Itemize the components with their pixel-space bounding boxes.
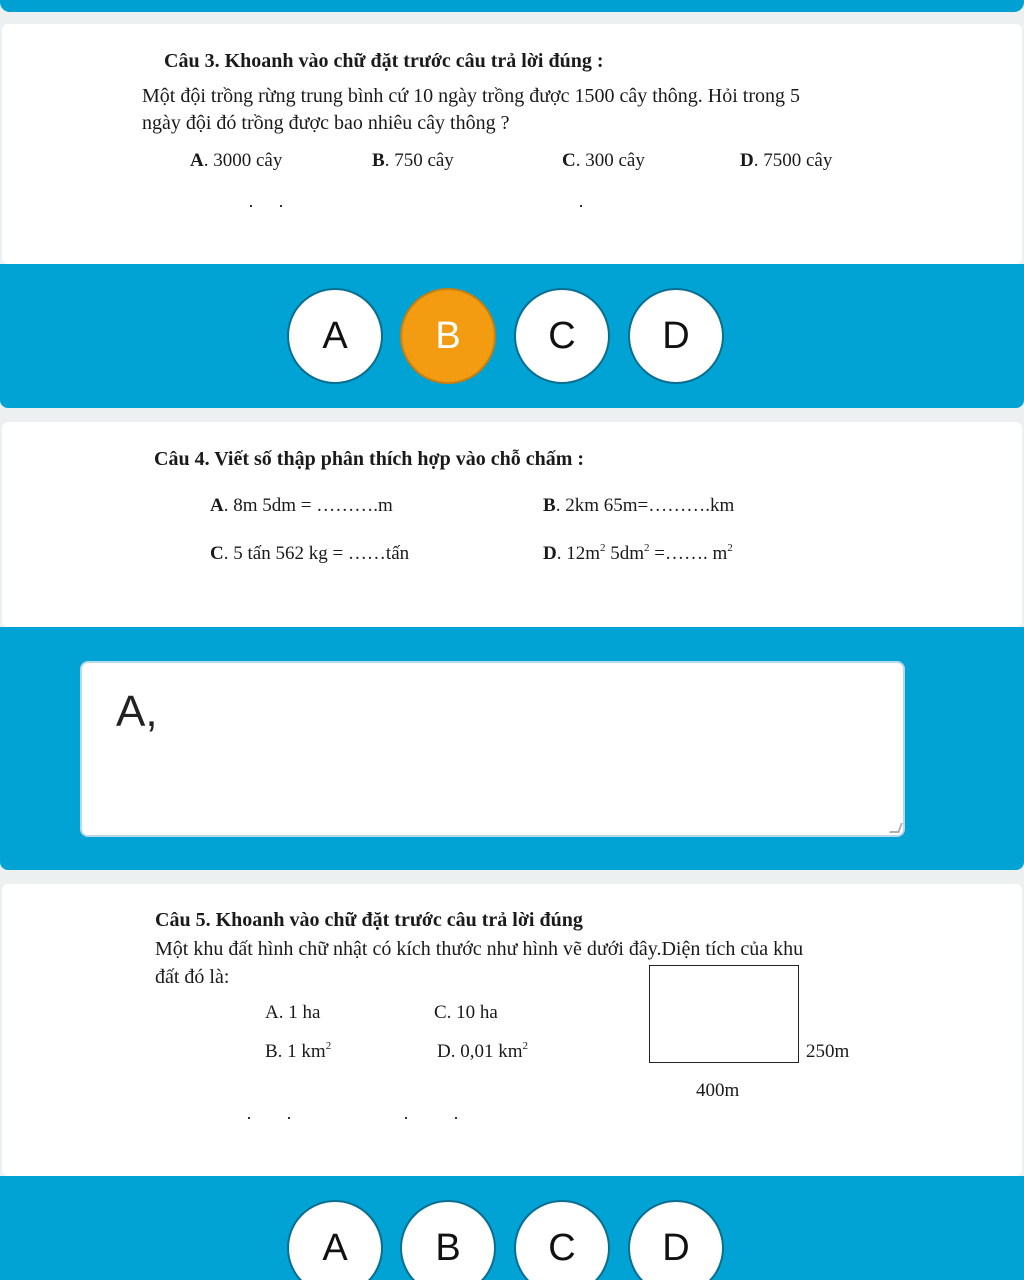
question-3-card (2, 24, 1022, 264)
question-4-item-a: A. 8m 5dm = ……….m (210, 495, 393, 516)
question-3-option-b: B. 750 cây (372, 150, 454, 171)
choice-c-button[interactable]: C (514, 288, 610, 384)
answer-textarea[interactable] (80, 661, 905, 837)
question-3-option-c: C. 300 cây (562, 150, 645, 171)
question-3-text-line1: Một đội trồng rừng trung bình cứ 10 ngày trồng được 1500 cây thông. Hỏi trong 5 (142, 85, 801, 107)
choice-d-button[interactable]: D (628, 288, 724, 384)
decorative-dot (250, 205, 252, 207)
question-3-answer-band (0, 264, 1024, 408)
question-3-text-line2: ngày đội đó trồng được bao nhiêu cây thông ? (142, 112, 510, 134)
question-5-answer-band (0, 1176, 1024, 1280)
question-5-option-d: D. 0,01 $km^2$ (437, 1040, 528, 1062)
question-5-title: Câu 5. Khoanh vào chữ đặt trước câu trả lời đúng (155, 909, 583, 931)
decorative-dot (580, 205, 582, 207)
land-rectangle-figure (649, 965, 799, 1063)
choice-b-button[interactable]: B (400, 288, 496, 384)
resize-handle-icon[interactable] (889, 823, 903, 833)
rectangle-bottom-label: 400m (696, 1080, 740, 1101)
question-5-card (2, 884, 1022, 1176)
question-4-title: Câu 4. Viết số thập phân thích hợp vào chỗ chấm : (154, 448, 585, 470)
decorative-dot (280, 205, 282, 207)
decorative-dot (455, 1117, 457, 1119)
answer-text: A, (116, 687, 158, 736)
question-4-card (2, 422, 1022, 627)
decorative-dot (248, 1117, 250, 1119)
question-5-option-a: A. 1 ha (265, 1002, 321, 1023)
choice-a-button[interactable]: A (287, 288, 383, 384)
choice-b-button[interactable]: B (400, 1200, 496, 1280)
question-3-option-d: D. 7500 cây (740, 150, 833, 171)
question-4-item-d: D. $12m^2$ $5dm^2$ =……. $m^2$ (543, 542, 733, 564)
decorative-dot (405, 1117, 407, 1119)
question-5-text-line2: đất đó là: (155, 966, 230, 988)
question-5-option-b: B. 1 $km^2$ (265, 1040, 332, 1062)
question-3-title: Câu 3. Khoanh vào chữ đặt trước câu trả lời đúng : (164, 50, 604, 72)
decorative-dot (288, 1117, 290, 1119)
question-4-item-b: B. 2km 65m=……….km (543, 495, 735, 516)
rectangle-side-label: 250m (806, 1041, 850, 1062)
choice-a-button[interactable]: A (287, 1200, 383, 1280)
question-3-option-a: A. 3000 cây (190, 150, 283, 171)
choice-c-button[interactable]: C (514, 1200, 610, 1280)
top-bar (0, 0, 1024, 12)
question-5-text-line1: Một khu đất hình chữ nhật có kích thước như hình vẽ dưới đây.Diện tích của khu (155, 938, 804, 960)
question-4-item-c: C. 5 tấn 562 kg = ……tấn (210, 543, 410, 564)
question-5-option-c: C. 10 ha (434, 1002, 498, 1023)
choice-d-button[interactable]: D (628, 1200, 724, 1280)
